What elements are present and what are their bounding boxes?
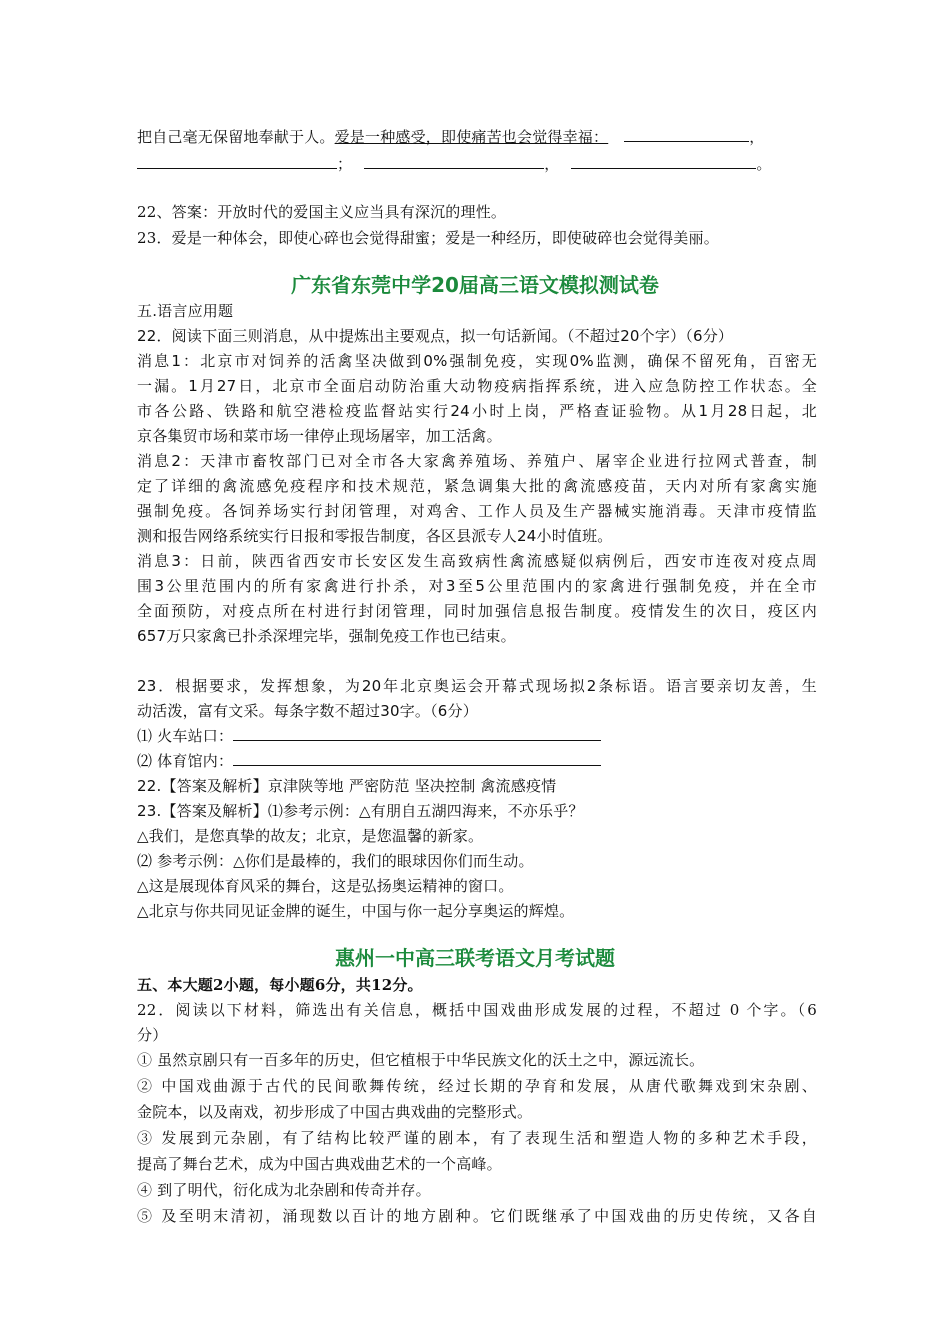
blank-line bbox=[137, 748, 817, 774]
list-item: ④ 到了明代，衍化成为北杂剧和传奇并存。 bbox=[137, 1181, 431, 1199]
answer-blank bbox=[233, 725, 601, 741]
text-span: 把自己毫无保留地奉献于人。 bbox=[137, 128, 335, 146]
message-line: 定了详细的禽流感免疫程序和技术规范，紧急调集大批的禽流感疫苗，天内对所有家禽实施 bbox=[137, 477, 817, 495]
list-item: ③ 发展到元杂剧，有了结构比较严谨的剧本，有了表现生活和塑造人物的多种艺术手段， bbox=[137, 1129, 817, 1147]
answer-blank bbox=[233, 750, 601, 766]
list-item: ⑤ 及至明末清初，涌现数以百计的地方剧种。它们既继承了中国戏曲的历史传统，又各自 bbox=[137, 1207, 817, 1225]
message-line: 消息2：天津市畜牧部门已对全市各大家禽养殖场、养殖户、屠宰企业进行拉网式普查，制 bbox=[137, 452, 817, 470]
answer-22: 22、答案：开放时代的爱国主义应当具有深沉的理性。 bbox=[137, 203, 507, 221]
message-line: 全面预防，对疫点所在村进行封闭管理，同时加强信息报告制度。疫情发生的次日，疫区内 bbox=[137, 602, 817, 620]
punctuation: ， bbox=[544, 155, 560, 173]
list-item: ② 中国戏曲源于古代的民间歌舞传统，经过长期的孕育和发展，从唐代歌舞戏到宋杂剧、 bbox=[137, 1077, 817, 1095]
list-item: 金院本，以及南戏，初步形成了中国古典戏曲的完整形式。 bbox=[137, 1103, 533, 1121]
answer-23: 23．爱是一种体会，即使心碎也会觉得甜蜜；爱是一种经历，即使破碎也会觉得美丽。 bbox=[137, 229, 719, 247]
question-22: 22．阅读下面三则消息，从中提炼出主要观点，拟一句话新闻。（不超过20个字）（6分） bbox=[137, 327, 734, 345]
subheading: 五、本大题2小题，每小题6分，共12分。 bbox=[137, 976, 423, 994]
blank-label: ⑵ 体育馆内： bbox=[137, 752, 234, 770]
punctuation: 。 bbox=[756, 155, 772, 173]
punctuation: ； bbox=[337, 155, 353, 173]
message-line: 围3公里范围内的所有家禽进行扑杀，对3至5公里范围内的家禽进行强制免疫，并在全市 bbox=[137, 577, 817, 595]
message-line: 一漏。1月27日，北京市全面启动防治重大动物疫病指挥系统，进入应急防控工作状态。全 bbox=[137, 377, 817, 395]
answer-line: △这是展现体育风采的舞台，这是弘扬奥运精神的窗口。 bbox=[137, 877, 514, 895]
list-item: ① 虽然京剧只有一百多年的历史，但它植根于中华民族文化的沃土之中，源远流长。 bbox=[137, 1051, 705, 1069]
question-23: 23．根据要求，发挥想象，为20年北京奥运会开幕式现场拟2条标语。语言要亲切友善，生 bbox=[137, 677, 817, 695]
answer-blank bbox=[364, 153, 544, 169]
underlined-text: 爱是一种感受，即使痛苦也会觉得幸福： bbox=[334, 128, 609, 146]
blank-line bbox=[137, 723, 817, 749]
message-line: 消息3：日前，陕西省西安市长安区发生高致病性禽流感疑似病例后，西安市连夜对疫点周 bbox=[137, 552, 817, 570]
answer-line: △我们，是您真挚的故友；北京，是您温馨的新家。 bbox=[137, 827, 484, 845]
message-line: 消息1：北京市对饲养的活禽坚决做到0%强制免疫，实现0%监测，确保不留死角，百密无 bbox=[137, 352, 817, 370]
question-22: 22．阅读以下材料，筛选出有关信息，概括中国戏曲形成发展的过程，不超过 0 个字。（6 bbox=[137, 1001, 817, 1019]
message-line: 市各公路、铁路和航空港检疫监督站实行24小时上岗，严格查证验物。从1月28日起，北 bbox=[137, 402, 817, 420]
answer-blank bbox=[137, 153, 337, 169]
punctuation: ， bbox=[749, 128, 765, 146]
message-line: 京各集贸市场和菜市场一律停止现场屠宰，加工活禽。 bbox=[137, 427, 502, 445]
message-line: 657万只家禽已扑杀深埋完毕，强制免疫工作也已结束。 bbox=[137, 627, 516, 645]
blank-label: ⑴ 火车站口： bbox=[137, 727, 234, 745]
text-line bbox=[137, 124, 817, 150]
answer-blank bbox=[571, 153, 756, 169]
list-item: 提高了舞台艺术，成为中国古典戏曲艺术的一个高峰。 bbox=[137, 1155, 502, 1173]
question-22: 分） bbox=[137, 1026, 168, 1044]
section-heading: 广东省东莞中学20届高三语文模拟测试卷 bbox=[291, 273, 659, 297]
answer-line: ⑵ 参考示例：△你们是最棒的，我们的眼球因你们而生动。 bbox=[137, 852, 534, 870]
subheading: 五.语言应用题 bbox=[137, 302, 234, 320]
answer-line: △北京与你共同见证金牌的诞生，中国与你一起分享奥运的辉煌。 bbox=[137, 902, 575, 920]
message-line: 测和报告网络系统实行日报和零报告制度，各区县派专人24小时值班。 bbox=[137, 527, 613, 545]
message-line: 强制免疫。各饲养场实行封闭管理，对鸡舍、工作人员及生产器械实施消毒。天津市疫情监 bbox=[137, 502, 817, 520]
question-23: 动活泼，富有文采。每条字数不超过30字。（6分） bbox=[137, 702, 478, 720]
answer-line: 23.【答案及解析】⑴参考示例：△有朋自五湖四海来，不亦乐乎？ bbox=[137, 802, 584, 820]
answer-blank bbox=[624, 126, 749, 142]
text-line bbox=[137, 151, 817, 177]
section-heading: 惠州一中高三联考语文月考试题 bbox=[335, 946, 615, 970]
answer-22: 22.【答案及解析】京津陕等地 严密防范 坚决控制 禽流感疫情 bbox=[137, 777, 557, 795]
